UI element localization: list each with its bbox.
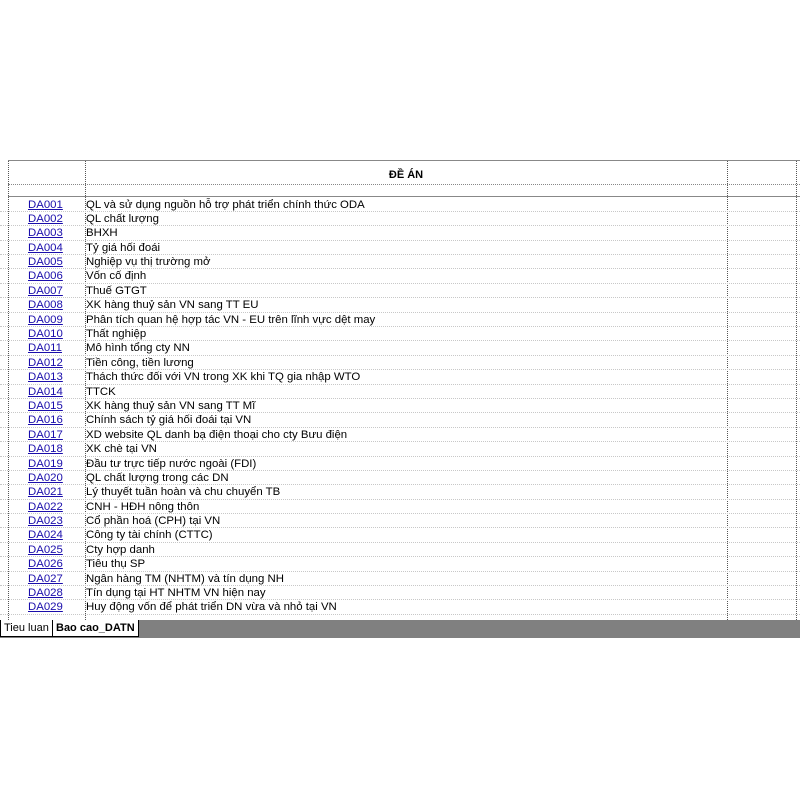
table-row xyxy=(0,514,800,528)
topic-code-link[interactable]: DA028 xyxy=(28,587,63,600)
topic-code-link[interactable]: DA021 xyxy=(28,486,63,499)
topic-code-link[interactable]: DA025 xyxy=(28,543,63,556)
topic-title: TTCK xyxy=(86,385,116,398)
grid-line xyxy=(8,160,800,161)
topic-code-link[interactable]: DA024 xyxy=(28,529,63,542)
table-row xyxy=(0,212,800,226)
topic-title: Thất nghiệp xyxy=(86,328,147,341)
section-header: ĐỀ ÁN xyxy=(388,169,424,181)
topic-code-link[interactable]: DA011 xyxy=(28,342,62,355)
table-row xyxy=(0,528,800,542)
topic-title: BHXH xyxy=(86,227,118,240)
topic-code-link[interactable]: DA018 xyxy=(28,443,63,456)
table-row xyxy=(0,457,800,471)
topic-title: XK chè tại VN xyxy=(86,443,157,456)
topic-title: Tiền công, tiền lương xyxy=(86,356,194,369)
topic-code-link[interactable]: DA022 xyxy=(28,500,63,513)
topic-title: Phân tích quan hệ hợp tác VN - EU trên lĩnh vực dệt may xyxy=(86,313,376,326)
topic-title: CNH - HĐH nông thôn xyxy=(86,500,200,513)
topic-title: Tiêu thụ SP xyxy=(86,558,146,571)
topic-code-link[interactable]: DA017 xyxy=(28,428,63,441)
topic-code-link[interactable]: DA015 xyxy=(28,399,63,412)
topic-code-link[interactable]: DA023 xyxy=(28,515,63,528)
topic-code-link[interactable]: DA014 xyxy=(28,385,63,398)
topic-code-link[interactable]: DA013 xyxy=(28,371,63,384)
topic-code-link[interactable]: DA012 xyxy=(28,356,63,369)
topic-title: Tín dụng tại HT NHTM VN hiện nay xyxy=(86,587,266,600)
topic-title: Thuế GTGT xyxy=(86,284,147,297)
topic-code-link[interactable]: DA019 xyxy=(28,457,63,470)
table-row xyxy=(0,327,800,341)
table-row xyxy=(0,298,800,312)
topic-code-link[interactable]: DA016 xyxy=(28,414,63,427)
topic-title: QL và sử dụng nguồn hỗ trợ phát triển chính thức ODA xyxy=(86,198,365,211)
topic-code-link[interactable]: DA020 xyxy=(28,471,63,484)
topic-code-link[interactable]: DA006 xyxy=(28,270,63,283)
table-row xyxy=(0,269,800,283)
table-row xyxy=(0,226,800,240)
topic-code-link[interactable]: DA003 xyxy=(28,227,63,240)
topic-title: Mô hình tổng cty NN xyxy=(86,342,190,355)
table-row xyxy=(0,255,800,269)
topic-title: Huy động vốn để phát triển DN vừa và nhỏ tại VN xyxy=(86,601,337,614)
table-row xyxy=(0,356,800,370)
topic-code-link[interactable]: DA010 xyxy=(28,328,63,341)
table-row xyxy=(0,341,800,355)
topic-title: XK hàng thuỷ sản VN sang TT Mĩ xyxy=(86,399,256,412)
topic-list xyxy=(0,198,800,615)
topic-code-link[interactable]: DA009 xyxy=(28,313,63,326)
table-row xyxy=(0,442,800,456)
table-row xyxy=(0,284,800,298)
topic-title: Cty hợp danh xyxy=(86,543,155,556)
grid-line xyxy=(8,184,800,185)
topic-title: Chính sách tỷ giá hối đoái tại VN xyxy=(86,414,252,427)
table-row xyxy=(0,385,800,399)
sheet-tab[interactable]: Tieu luan xyxy=(0,620,53,637)
topic-code-link[interactable]: DA007 xyxy=(28,284,63,297)
sheet-tab[interactable]: Bao cao_DATN xyxy=(52,620,139,637)
table-row xyxy=(0,313,800,327)
topic-title: Công ty tài chính (CTTC) xyxy=(86,529,213,542)
topic-code-link[interactable]: DA001 xyxy=(28,198,63,211)
topic-title: Nghiệp vụ thị trường mở xyxy=(86,256,211,269)
table-row xyxy=(0,241,800,255)
table-row xyxy=(0,600,800,614)
topic-code-link[interactable]: DA027 xyxy=(28,572,63,585)
topic-code-link[interactable]: DA026 xyxy=(28,558,63,571)
topic-title: XK hàng thuỷ sản VN sang TT EU xyxy=(86,299,259,312)
table-row xyxy=(0,543,800,557)
topic-title: Lý thuyết tuần hoàn và chu chuyển TB xyxy=(86,486,281,499)
table-row xyxy=(0,370,800,384)
table-row xyxy=(0,500,800,514)
topic-code-link[interactable]: DA008 xyxy=(28,299,63,312)
table-row xyxy=(0,198,800,212)
topic-title: Đầu tư trực tiếp nước ngoài (FDI) xyxy=(86,457,257,470)
table-row xyxy=(0,485,800,499)
topic-title: XD website QL danh bạ điện thoại cho cty Bưu điện xyxy=(86,428,348,441)
sheet-tab-bar xyxy=(0,620,800,638)
topic-code-link[interactable]: DA004 xyxy=(28,241,63,254)
topic-code-link[interactable]: DA005 xyxy=(28,256,63,269)
table-row xyxy=(0,428,800,442)
table-row xyxy=(0,399,800,413)
table-row xyxy=(0,557,800,571)
topic-code-link[interactable]: DA029 xyxy=(28,601,63,614)
topic-code-link[interactable]: DA002 xyxy=(28,212,63,225)
table-row xyxy=(0,413,800,427)
table-row xyxy=(0,586,800,600)
topic-title: QL chất lượng trong các DN xyxy=(86,471,229,484)
topic-title: Ngân hàng TM (NHTM) và tín dụng NH xyxy=(86,572,284,585)
topic-title: Vốn cố định xyxy=(86,270,147,283)
topic-title: Tỷ giá hối đoái xyxy=(86,241,161,254)
table-row xyxy=(0,572,800,586)
topic-title: Cổ phần hoá (CPH) tại VN xyxy=(86,515,221,528)
topic-title: QL chất lượng xyxy=(86,212,159,225)
table-row xyxy=(0,471,800,485)
topic-title: Thách thức đối với VN trong XK khi TQ gia nhập WTO xyxy=(86,371,361,384)
